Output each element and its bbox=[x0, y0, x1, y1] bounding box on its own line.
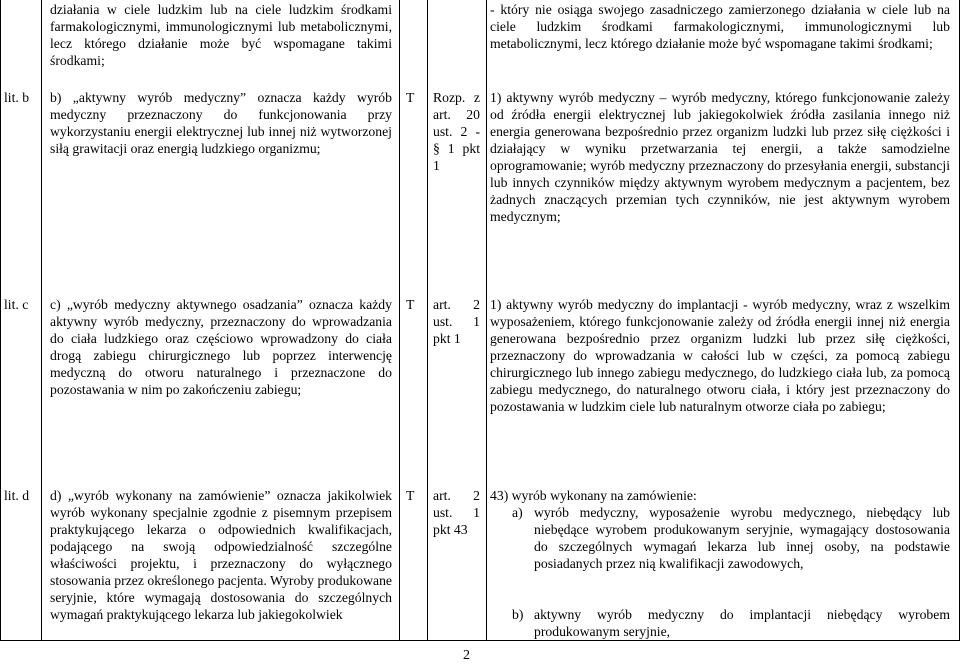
column-divider-3 bbox=[427, 0, 428, 640]
row-d-source: art. 2 ust. 1 pkt 43 bbox=[433, 488, 480, 537]
row-d-mark: T bbox=[406, 488, 415, 503]
list-item-b-text: aktywny wyrób medyczny do implantacji niebędący wyrobem produkowanym seryjnie, bbox=[534, 607, 950, 639]
table-border-left bbox=[0, 0, 1, 640]
row-c-ref: lit. c bbox=[4, 297, 29, 312]
list-marker-b: b) bbox=[512, 607, 524, 622]
column-divider-4 bbox=[486, 0, 487, 640]
row-d-left-text: d) „wyrób wykonany na zamówienie” oznacza jakikolwiek wyrób wykonany specjalnie zgodnie z pisemnym przepisem praktykującego lekarza o odpowiednich kwalifikacjach, podającego na swoją odpowiedzialność szczególne właściwości projektu, i przeznaczony do wyłącznego stosowania przez określonego pacjenta. Wyroby produkowane seryjnie, które wymagają dostosowania do szczególnych wymagań praktykującego lekarza lub jakiegokolwiek bbox=[50, 488, 392, 622]
row-b-right-text: 1) aktywny wyrób medyczny – wyrób medyczny, którego funkcjonowanie zależy od źródła energii elektrycznej lub jakiegokolwiek źródła zasilania innego niż energia generowana bezpośrednio przez organizm ludzki lub przez siłę ciężkości i działający w wyniku przetwarzania tej energii, a także samodzielne oprogramowanie; wyrób medyczny przeznaczony do przesyłania energii, substancji lub innych czynników między aktywnym wyrobem medycznym a pacjentem, bez żadnych znaczących przemian tych czynników, nie jest aktywnym wyrobem medycznym; bbox=[490, 90, 950, 224]
column-divider-1 bbox=[41, 0, 42, 640]
row-c-source: art. 2 ust. 1 pkt 1 bbox=[433, 297, 480, 346]
row-c-right-text: 1) aktywny wyrób medyczny do implantacji - wyrób medyczny, wraz z wszelkim wyposażeniem, którego funkcjonowanie zależy od źródła energii innej niż energia generowana bezpośrednio przez organizm ludzki lub przez siłę ciężkości, przeznaczony do wprowadzania w całości lub w części, za pomocą zabiegu chirurgicznego lub innego zabiegu medycznego, do ludzkiego ciała lub, za pomocą zabiegu medycznego, do naturalnego otworu ciała, i który jest przeznaczony do pozostawania w ludzkim ciele lub naturalnym otworze ciała po zabiegu; bbox=[490, 297, 950, 414]
row-c-mark: T bbox=[406, 297, 415, 312]
row-top-left-text: działania w ciele ludzkim lub na ciele ludzkim środkami farmakologicznymi, immunologicznymi lub metabolicznymi, lecz którego działanie może być wspomagane takimi środkami; bbox=[50, 2, 392, 68]
row-top-right-text: - który nie osiąga swojego zasadniczego zamierzonego działania w ciele lub na ciele ludzkim środkami farmakologicznymi, immunologicznymi lub metabolicznymi, lecz którego działanie może być wspomagane takimi środkami; bbox=[490, 2, 950, 51]
row-d-right-item-b bbox=[512, 606, 950, 640]
list-item-a-text: wyrób medyczny, wyposażenie wyrobu medycznego, niebędący lub niebędące wyrobem produkowanym seryjnie, wymagający dostosowania do szczególnych wymagań lekarza lub innej osoby, na podstawie posiadanych przez nią kwalifikacji zawodowych, bbox=[534, 505, 950, 571]
row-d-right-intro: 43) wyrób wykonany na zamówienie: bbox=[490, 488, 697, 503]
row-d-ref: lit. d bbox=[4, 488, 30, 503]
table-border-bottom bbox=[0, 640, 960, 641]
row-c-left-text: c) „wyrób medyczny aktywnego osadzania” oznacza każdy aktywny wyrób medyczny, przeznaczony do wprowadzania do ciała ludzkiego oraz częściowo wprowadzony do ciała drogą zabiegu chirurgicznego lub poprzez interwencję medyczną do otworu naturalnego i przeznaczone do pozostawania w nim po zakończeniu zabiegu; bbox=[50, 297, 392, 397]
row-b-mark: T bbox=[406, 90, 415, 105]
row-b-ref: lit. b bbox=[4, 90, 30, 105]
list-marker-a: a) bbox=[512, 505, 523, 520]
row-b-source: Rozp. z art. 20 ust. 2 - § 1 pkt 1 bbox=[433, 90, 480, 173]
row-d-right-item-a bbox=[512, 504, 950, 572]
column-divider-2 bbox=[399, 0, 400, 640]
page-number: 2 bbox=[463, 648, 470, 663]
row-b-left-text: b) „aktywny wyrób medyczny” oznacza każdy wyrób medyczny przeznaczony do funkcjonowania przy wykorzystaniu energii elektrycznej lub innej niż wytworzonej siłą grawitacji oraz energią ludzkiego organizmu; bbox=[50, 90, 392, 156]
